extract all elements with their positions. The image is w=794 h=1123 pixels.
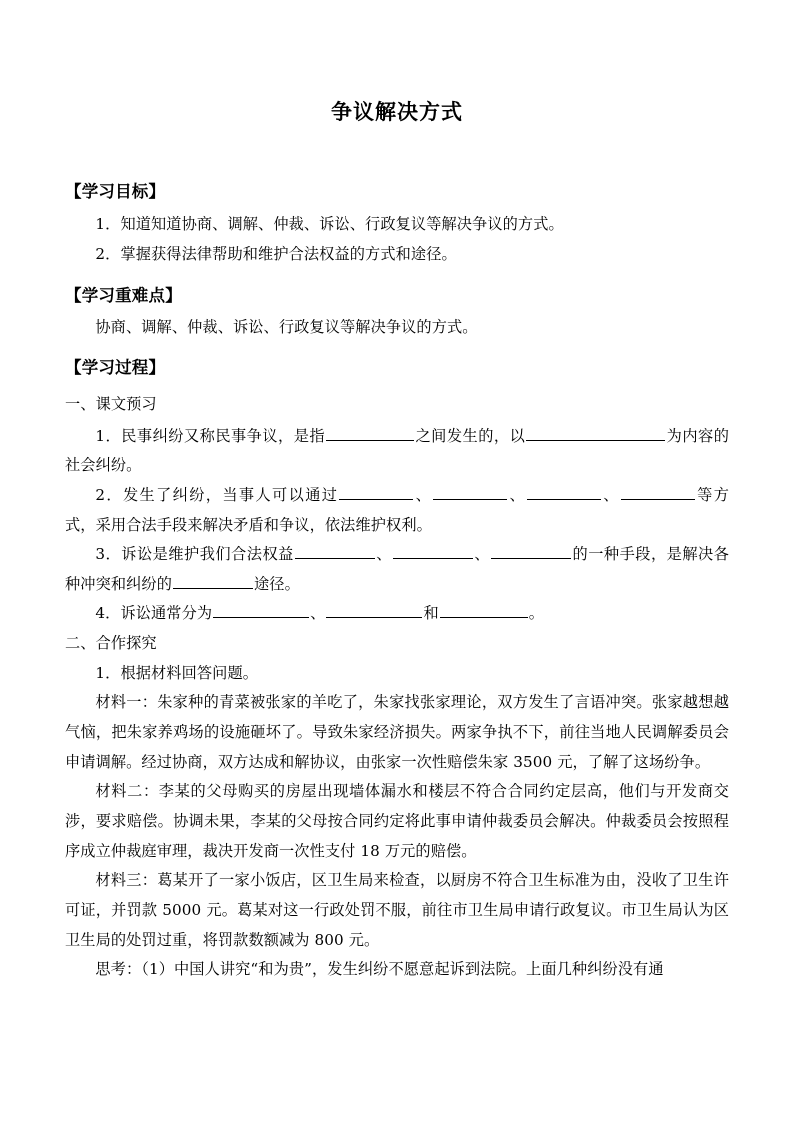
q1-blank-1[interactable] — [326, 424, 414, 440]
preview-question-3 — [65, 540, 729, 599]
q1-mid: 之间发生的，以 — [415, 426, 526, 445]
preview-question-2 — [65, 481, 729, 540]
q3-mid: 的一种手段，是解决各种冲突和纠纷的 — [65, 545, 730, 593]
objective-item-1: 1．知道知道协商、调解、仲裁、诉讼、行政复议等解决争议的方式。 — [95, 215, 564, 234]
keypoints-text: 协商、调解、仲裁、诉讼、行政复议等解决争议的方式。 — [95, 318, 478, 337]
section-heading-keypoints: 【学习重难点】 — [65, 285, 182, 305]
subsection-heading-preview: 一、课文预习 — [65, 394, 157, 413]
material-three: 材料三：葛某开了一家小饭店，区卫生局来检查，以厨房不符合卫生标准为由，没收了卫生许可证，并罚款 5000 元。葛某对这一行政处罚不服，前往市卫生局申请行政复议。市卫生局认为区卫生局的处罚过重，将罚款数额减为 800 元。 — [65, 871, 729, 949]
q2-sep-2: 、 — [508, 485, 527, 504]
q1-prefix: 1．民事纠纷又称民事争议，是指 — [95, 426, 326, 445]
q4-blank-2[interactable] — [326, 602, 422, 618]
q3-sep-2: 、 — [473, 545, 491, 564]
q2-sep-3: 、 — [602, 485, 620, 504]
section-heading-process: 【学习过程】 — [65, 358, 166, 378]
q4-suffix: 。 — [528, 604, 545, 623]
q2-blank-4[interactable] — [621, 484, 695, 500]
q2-prefix: 2．发生了纠纷，当事人可以通过 — [95, 485, 339, 504]
preview-question-4 — [65, 599, 729, 629]
page-title: 争议解决方式 — [331, 99, 463, 124]
q2-blank-1[interactable] — [339, 484, 413, 500]
q2-blank-3[interactable] — [527, 484, 601, 500]
q4-sep-2: 和 — [423, 604, 439, 623]
inquiry-item-1: 1．根据材料回答问题。 — [95, 663, 259, 682]
material-two: 材料二：李某的父母购买的房屋出现墙体漏水和楼层不符合合同约定层高，他们与开发商交涉，要求赔偿。协调未果，李某的父母按合同约定将此事申请仲裁委员会解决。仲裁委员会按照程序成立仲裁庭审理，裁决开发商一次性支付 18 万元的赔偿。 — [65, 782, 729, 860]
q2-suffix: 等方式，采用合法手段来解决矛盾和争议，依法维护权利。 — [65, 485, 729, 534]
q4-prefix: 4．诉讼通常分为 — [95, 604, 213, 623]
q1-blank-2[interactable] — [526, 424, 665, 440]
document-content — [65, 0, 729, 985]
material-one: 材料一：朱家种的青菜被张家的羊吃了，朱家找张家理论，双方发生了言语冲突。张家越想越气恼，把朱家养鸡场的设施砸坏了。导致朱家经济损失。两家争执不下，前往当地人民调解委员会申请调解。经过协商，双方达成和解协议，由张家一次性赔偿朱家 3500 元，了解了这场纷争。 — [65, 693, 729, 771]
q2-blank-2[interactable] — [433, 484, 507, 500]
section-heading-objectives: 【学习目标】 — [65, 182, 166, 202]
q3-blank-2[interactable] — [393, 543, 473, 559]
subsection-heading-inquiry: 二、合作探究 — [65, 634, 157, 653]
q3-blank-3[interactable] — [491, 543, 571, 559]
q4-sep-1: 、 — [310, 604, 326, 623]
preview-question-1 — [65, 420, 729, 481]
q4-blank-1[interactable] — [213, 602, 309, 618]
q3-blank-4[interactable] — [173, 573, 253, 589]
q3-blank-1[interactable] — [295, 543, 375, 559]
q2-sep-1: 、 — [414, 485, 433, 504]
q3-sep-1: 、 — [375, 545, 392, 564]
q4-blank-3[interactable] — [440, 602, 528, 618]
q3-prefix: 3．诉讼是维护我们合法权益 — [95, 545, 294, 564]
q3-suffix: 途径。 — [254, 574, 300, 593]
objective-item-2: 2．掌握获得法律帮助和维护合法权益的方式和途径。 — [95, 244, 457, 263]
q1-suffix: 为内容的社会纠纷。 — [65, 426, 729, 475]
think-question: 思考：（1）中国人讲究“和为贵”，发生纠纷不愿意起诉到法院。上面几种纠纷没有通 — [95, 960, 664, 979]
